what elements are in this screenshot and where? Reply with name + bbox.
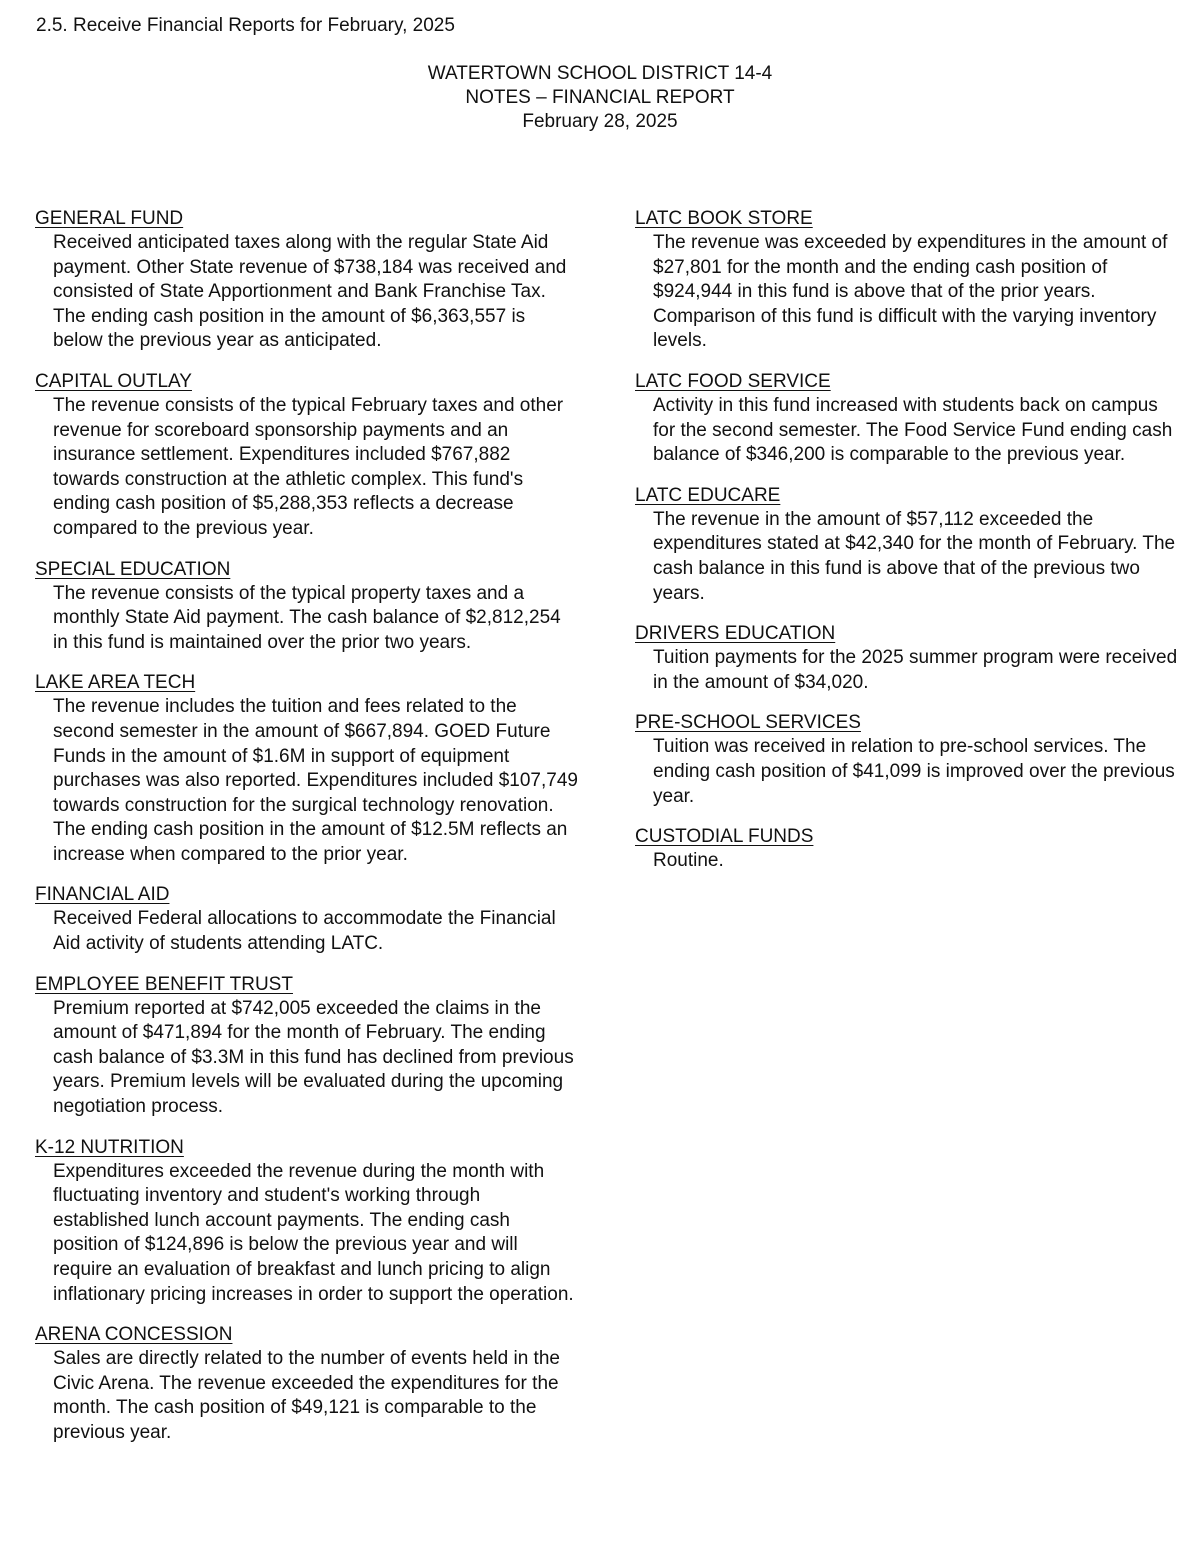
section-body: Sales are directly related to the number of events held in the Civic Arena. The revenue exceeded the expenditures for the month. The cash position of $49,121 is comparable to the previous year. <box>53 1348 560 1443</box>
section-title: CUSTODIAL FUNDS <box>635 826 814 848</box>
section-latc-educare <box>635 484 1180 606</box>
section-financial-aid <box>35 883 580 956</box>
section-title: PRE-SCHOOL SERVICES <box>635 712 861 734</box>
section-title: K-12 NUTRITION <box>35 1136 184 1158</box>
section-body: Tuition payments for the 2025 summer program were received in the amount of $34,020. <box>653 647 1178 693</box>
section-body: Premium reported at $742,005 exceeded the claims in the amount of $471,894 for the month of February. The ending cash balance of $3.3M in this fund has declined from previous years. Premium levels will be evaluated during the upcoming negotiation process. <box>53 997 574 1118</box>
section-body: The revenue in the amount of $57,112 exceeded the expenditures stated at $42,340 for the month of February. The cash balance in this fund is above that of the previous two years. <box>653 508 1176 604</box>
section-title: SPECIAL EDUCATION <box>35 558 231 580</box>
section-custodial-funds <box>635 825 1180 874</box>
section-title: CAPITAL OUTLAY <box>35 370 192 392</box>
section-employee-benefit-trust <box>35 973 580 1120</box>
section-general-fund <box>35 207 580 354</box>
section-latc-book-store <box>635 207 1180 354</box>
section-title: LATC EDUCARE <box>635 484 781 506</box>
section-body: Tuition was received in relation to pre-school services. The ending cash position of $41,099 is improved over the previous year. <box>653 736 1175 807</box>
report-date: February 28, 2025 <box>522 111 678 132</box>
section-title: ARENA CONCESSION <box>35 1324 233 1346</box>
section-special-education <box>35 558 580 656</box>
report-header <box>0 62 1200 134</box>
section-body: The revenue includes the tuition and fees related to the second semester in the amount of $667,894. GOED Future Funds in the amount of $1.6M in support of equipment purchases was also reported. Expenditures included $107,749 towards construction for the surgical technology renovation. The ending cash position in the amount of $12.5M reflects an increase when compared to the prior year. <box>53 696 578 865</box>
section-title: DRIVERS EDUCATION <box>635 623 836 645</box>
section-title: LATC BOOK STORE <box>635 208 813 229</box>
section-body: Activity in this fund increased with students back on campus for the second semester. The Food Service Fund ending cash balance of $346,200 is comparable to the previous year. <box>653 394 1173 466</box>
section-pre-school-services <box>635 711 1180 809</box>
section-lake-area-tech <box>35 671 580 867</box>
district-name: WATERTOWN SCHOOL DISTRICT 14-4 <box>427 63 773 84</box>
section-title: LATC FOOD SERVICE <box>635 370 831 392</box>
section-k12-nutrition <box>35 1136 580 1308</box>
section-body: The revenue consists of the typical February taxes and other revenue for scoreboard sponsorship payments and an insurance settlement. Expenditures included $767,882 towards construction at the athletic complex. This fund's ending cash position of $5,288,353 reflects a decrease compared to the previous year. <box>53 394 564 539</box>
section-title: LAKE AREA TECH <box>35 672 196 694</box>
section-body: Received anticipated taxes along with the regular State Aid payment. Other State revenue of $738,184 was received and consisted of State Apportionment and Bank Franchise Tax. The ending cash position in the amount of $6,363,557 is below the previous year as anticipated. <box>53 232 567 352</box>
section-body: Routine. <box>653 850 724 872</box>
section-arena-concession <box>35 1323 580 1445</box>
section-capital-outlay <box>35 370 580 542</box>
left-column <box>35 207 580 1462</box>
section-latc-food-service <box>635 370 1180 468</box>
section-body: The revenue was exceeded by expenditures in the amount of $27,801 for the month and the ending cash position of $924,944 in this fund is above that of the prior years. Comparison of this fund is difficult with the varying inventory levels. <box>653 232 1168 352</box>
section-body: Expenditures exceeded the revenue during the month with fluctuating inventory and student's working through established lunch account payments. The ending cash position of $124,896 is below the previous year and will require an evaluation of breakfast and lunch pricing to align inflationary pricing increases in order to support the operation. <box>53 1160 574 1305</box>
section-title: FINANCIAL AID <box>35 884 170 906</box>
section-drivers-education <box>635 622 1180 695</box>
report-title: NOTES – FINANCIAL REPORT <box>465 87 735 108</box>
section-title: EMPLOYEE BENEFIT TRUST <box>35 973 293 995</box>
agenda-item-title: 2.5. Receive Financial Reports for February, 2025 <box>36 15 455 36</box>
section-body: The revenue consists of the typical property taxes and a monthly State Aid payment. The cash balance of $2,812,254 in this fund is maintained over the prior two years. <box>53 582 561 653</box>
right-column <box>635 207 1180 890</box>
section-title: GENERAL FUND <box>35 208 184 229</box>
section-body: Received Federal allocations to accommodate the Financial Aid activity of students attending LATC. <box>53 908 556 955</box>
